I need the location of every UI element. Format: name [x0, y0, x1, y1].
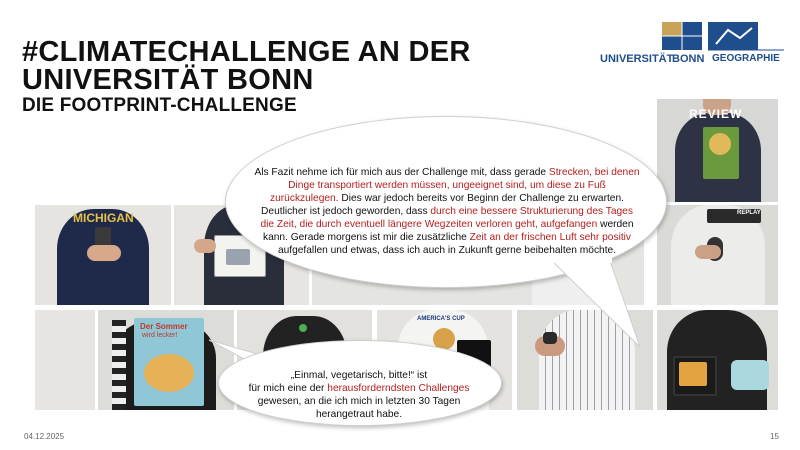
bubble-small-quote: „Einmal, vegetarisch, bitte!“ ist [290, 370, 428, 381]
university-bonn-logo [598, 20, 704, 66]
michigan-shirt-text: MICHIGAN [73, 211, 134, 225]
bubble-large-part2: Dies war jedoch bereits vor Beginn der Challenge zu erwarten. Deutlicher ist jedoch geworden, dass [261, 193, 624, 217]
bubble-small-part1: für mich eine der [248, 383, 328, 394]
speech-bubble-large-tail [540, 255, 650, 355]
bubble-large-highlight2: durch eine bessere Strukturierung des Tages die Zeit, die durch eventuell längere Wegzeiten verloren geht, aufgefangen [260, 206, 633, 230]
speech-bubble-small-text [232, 369, 486, 421]
slide-title-line1: #CLIMATECHALLENGE AN DER [22, 36, 471, 68]
geo-logo-word: GEOGRAPHIE [712, 53, 780, 64]
review-shirt-text: REVIEW [689, 107, 743, 121]
cookbook-title1: Der Sommer [140, 322, 188, 331]
photo-replay-shirt [657, 205, 778, 305]
cookbook-title2: wird lecker! [142, 332, 178, 339]
bubble-large-part1: Als Fazit nehme ich für mich aus der Challenge mit, dass gerade [254, 167, 549, 178]
photo-row3-empty [35, 310, 95, 410]
footer-page-number: 15 [770, 432, 779, 441]
bubble-large-highlight3: Zeit an der frischen Luft sehr positiv [469, 232, 632, 243]
geographie-logo [706, 20, 784, 66]
bubble-large-part3: werden kann. Gerade morgens ist mir die zusätzliche [262, 219, 634, 243]
replay-shirt-text: REPLAY [737, 210, 761, 216]
photo-michigan-shirt [35, 205, 171, 305]
uni-logo-word2: BONN [672, 53, 705, 65]
speech-bubble-large-text [254, 166, 640, 257]
bubble-large-highlight1: Strecken, bei denen Dinge transportiert werden müssen, ungeeignet sind, um diese zu Fuß zurückzulegen. [270, 167, 640, 204]
uni-logo-word1: UNIVERSITÄT [600, 53, 674, 65]
photo-review-shirt [657, 99, 778, 202]
slide-subtitle: DIE FOOTPRINT-CHALLENGE [22, 95, 297, 116]
slide-title-line2: UNIVERSITÄT BONN [22, 64, 314, 96]
footer-date: 04.12.2025 [24, 432, 65, 441]
photo-tablet-box [657, 310, 778, 410]
americas-cup-text: AMERICA'S CUP [417, 316, 465, 322]
bubble-small-highlight: herausforderndsten Challenges [327, 383, 470, 394]
bubble-large-part4: aufgefallen und etwas, dass ich auch in Zukunft gerne beibehalten möchte. [277, 245, 617, 256]
bubble-small-part2: gewesen, an die ich mich in letzten 30 Tagen herangetraut habe. [257, 396, 461, 420]
